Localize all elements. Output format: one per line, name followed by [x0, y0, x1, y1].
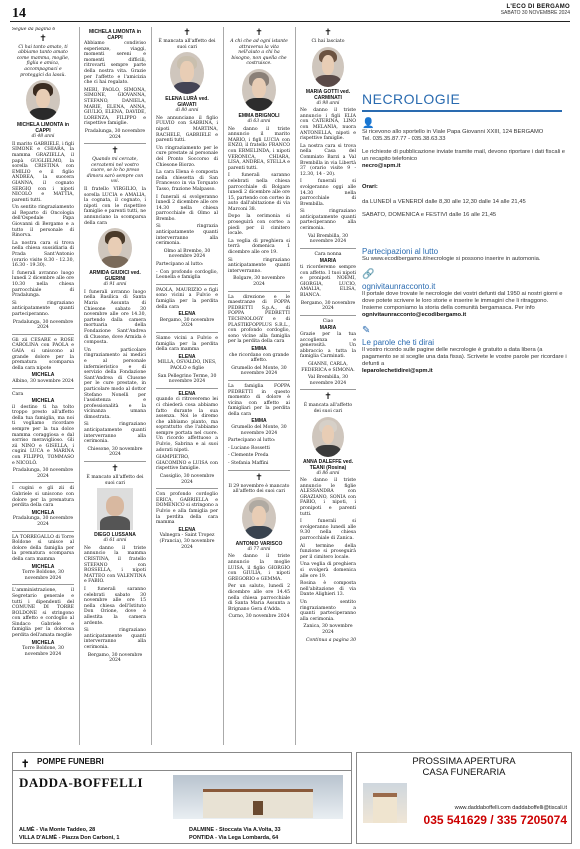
condolence-text: L'amministrazione, il Segretario generale e tutti i dipendenti del COMUNE DI TORRE BOLDONE si stringono con affetto e cordoglio al Sindaco Gabriele e famiglia per la dolorosa perdita dell'amata moglie	[12, 588, 74, 639]
office-address: Si ricevono allo sportello in Viale Papa Giovanni XXIII, 124 BERGAMO	[362, 129, 544, 135]
obituary-text: Il marito GABRIELE, i figli SIMONE e CHIARA, la mamma GRAZIELLA, il papà GUGLIELMO, la sorella CRISTINA con EMILIO e il figlio ANDREA, la suocera GIANNA, il cognato SERGIO con i nipoti NICOLÒ e MATTIA, parenti tutti.	[12, 141, 74, 203]
obituary-text: Ne danno il triste annuncio le figlie ALESSANDRA con GRAZIANO, SONIA con FABIO, i nipoti, i pronipoti e parenti tutti.	[300, 478, 356, 517]
condolence-signatures: MERI, PAOLO, SIMONA, SIMONE, GIOVANNA, STEFANO, DANIELA, MARIE, ELENA, ANNA, GIULIO, ELENA, DAVIDE, LORENZA, FILIPPO e rispettive famiglie.	[84, 87, 146, 127]
obituary-text: Il fratello VIRGILIO, la sorella LUCIA e AMALIA, la cognata, il cognato, i nipoti con le rispettive famiglie e parenti tutti, ne annunciano la scomparsa della cara	[84, 187, 146, 226]
divider	[228, 380, 290, 381]
header-rule	[10, 21, 570, 22]
place-date: Pradalunga, 30 novembre 2024	[12, 516, 74, 527]
condolence-name: MICHELA	[31, 398, 55, 405]
ad-subtitle: POMPE FUNEBRI	[37, 757, 104, 766]
portrait-photo	[242, 497, 276, 539]
obituary-text: La nostra cara si trova nella chiesa sussidiaria di Prada Sant'Antonio (orario visite 8.30 - 12.30, 16.30 - 19.30).	[12, 240, 74, 269]
condolence-text: La direzione e le maestranze di FOPPA PEDRETTI S.p.A., di FOPPA PEDRETTI TECHNOLOGY e di PLASTIKFOPPLUS S.R.L., con profondo cordoglio, sono vicine alla famiglia per la perdita della cara	[228, 294, 290, 345]
publication-name: L'ECO DI BERGAMO	[506, 4, 570, 10]
portrait-photo	[170, 52, 204, 94]
obituary-text: Una veglia di preghiera si svolgerà domenica alle ore 19.	[300, 562, 356, 579]
place-date: Bergamo, 30 novembre 2024	[159, 317, 215, 329]
obituary-text: Ne danno il triste annuncio il marito MARIO, i figli LUCIA con ENZO, il fratello FRANCO con ERMELINDA, i nipoti VERONICA, CHIARA, LISA, ANDREA, STELLA e parenti tutti.	[228, 126, 290, 171]
condolence-text: Cara nonna	[314, 251, 342, 257]
place-date: Pradalunga, 30 novembre 2024	[12, 468, 74, 479]
funeral-home-ad	[12, 752, 352, 844]
divider	[228, 470, 290, 471]
place-date: Grumello del Monte, 30 novembre 2024	[231, 365, 287, 377]
obituary-intro: È mancato all'affetto dei suoi cari	[86, 475, 144, 486]
condolence-name: MICHELA	[31, 639, 55, 646]
cross-icon: ✝	[324, 392, 332, 403]
cross-icon: ✝	[21, 759, 30, 770]
place-date: San Pellegrino Terme, 30 novembre 2024	[157, 373, 217, 385]
obituary-text: La veglia di preghiera si terrà domenica 1 dicembre alle ore 19.	[228, 238, 290, 256]
deceased-age: di 48 anni	[31, 134, 55, 140]
pen-icon: ✎	[362, 325, 371, 336]
condolence-name: MARIA	[319, 258, 337, 265]
divider	[84, 461, 146, 462]
column-separator	[151, 27, 152, 745]
condolence-signatures: GIAMPIETRO, GIACOMINO e LUISA con rispettive famiglie.	[156, 455, 218, 472]
obituary-text: I funerali si svolgeranno lunedì alle 9.30 nella chiesa parrocchiale di Zanica.	[300, 519, 356, 542]
person-icon: 👤	[362, 118, 375, 129]
ad-headline: PROSSIMA APERTURA	[412, 756, 516, 767]
divider	[156, 284, 218, 285]
condolence-text: Siamo vicini a Fulvio e famiglia per la perdita della cara mamma	[156, 335, 218, 353]
obituary-text: Si ringraziano anticipatamente quanti interverranno alla cerimonia.	[84, 628, 146, 650]
obituary-text: Si ringrazia anticipatamente quanti interverranno alla cerimonia.	[156, 224, 218, 247]
obituary-text: Dopo la cerimonia si proseguirà con corteo a piedi per il cimitero locale.	[228, 214, 290, 237]
place-date: Val Brembilla, 30 novembre 2024	[307, 375, 349, 386]
masthead	[501, 4, 570, 16]
ad-address: PONTIDA - Via Lega Lombarda, 64	[189, 835, 279, 841]
obituary-text: I funerali si svolgeranno oggi alle 14.30 nella parrocchiale di Brembilla.	[300, 179, 356, 207]
deceased-name: ANNA DALEFFE ved. TEANI (Rosina)	[302, 458, 354, 471]
deceased-age: di 86 anni	[316, 470, 340, 476]
condolence-text: Ciao	[322, 318, 334, 324]
obituary-text: Si ringraziano anticipatamente quanti interverranno alla cerimonia.	[84, 422, 146, 445]
obituary-intro: È mancata all'affetto dei suoi cari	[158, 39, 216, 50]
place-date: Olmo al Brembo, 30 novembre 2024	[163, 248, 211, 260]
deceased-name: ARMIDA GIUDICI ved. GUERINI	[89, 270, 141, 283]
condolence-text: PAOLA, MAURIZIO e figli sono vicini a Fulvio e famiglia per la perdita della cara	[156, 287, 218, 310]
hours-label: Orari:	[362, 184, 378, 190]
divider	[300, 248, 356, 249]
place-date: Chiesone, 30 novembre 2024	[87, 446, 143, 458]
obituary-text: Al termine della funzione si proseguirà per il cimitero locale.	[300, 543, 356, 560]
condolence-text: Grazie per la tua accoglienza e generosità. Un abbraccio a tutta la famiglia Carminati.	[300, 331, 356, 360]
ogni-title[interactable]: ognivitaunracconto.it	[362, 282, 436, 291]
participants-label: Partecipano al lutto:	[156, 262, 204, 268]
obituary-intro: Il 29 novembre è mancato all'affetto dei suoi cari	[228, 483, 290, 495]
cross-icon: ✝	[324, 28, 332, 38]
deceased-age: di 61 anni	[103, 538, 127, 544]
office-note: Le richieste di pubblicazione inviate tramite mail, devono riportare i dati fiscali e un recapito telefonico	[362, 149, 565, 162]
lutto-title: Partecipazioni al lutto	[362, 247, 439, 256]
necrologie-info-column	[362, 27, 570, 745]
ad-address: DALMINE - Stoccata Via A.Volta, 33	[189, 827, 281, 833]
condolence-name: ELENA	[178, 390, 196, 397]
participant: - Stefania Maffini	[228, 461, 269, 467]
ad-address: VILLA D'ALMÈ - Piazza Don Carboni, 1	[19, 835, 120, 841]
place-date: Bergamo, 30 novembre 2024	[300, 300, 356, 312]
necro-email[interactable]: necro@spm.it	[362, 163, 401, 169]
office-phone: Tel. 035.35.87.77 - 035.38.63.33	[362, 136, 446, 142]
title-underline	[362, 110, 562, 112]
place-date: Albino, 30 novembre 2024	[12, 378, 74, 384]
page-number: 14	[12, 6, 26, 21]
link-icon: 🔗	[362, 269, 375, 280]
divider	[12, 388, 74, 389]
obituary-text: Un sentito ringraziamento a quanti parteciperanno alla cerimonia.	[300, 599, 356, 622]
obituary-text: I funerali avranno luogo nella Basilica di Santa Maria Assunta di Chiesone sabato 30 novembre alle ore 14.30, partendo dalla camera mortuaria della Fondazione Sant'Andrea di Clusone, dove Armida è composta.	[84, 289, 146, 346]
condolence-signatures: MILLA, OSVALDO, INES, PAOLO e figlie	[157, 360, 217, 371]
condolence-name: MARIA	[319, 325, 337, 332]
condolence-name: ELENA	[178, 353, 196, 360]
obituary-text: Ne annunciano il figlio FULVIO con SABRINA, i nipoti MARTINA, RACHELE, GABRIELE e parenti tutti.	[156, 115, 218, 144]
obituary-text: Un sentito ringraziamento al Reparto di Oncologia dell'Ospedale Papa Giovanni di Bergamo e a tutto il personale di Rinorva.	[12, 205, 74, 239]
column-separator	[223, 27, 224, 745]
condolence-signatures: GIANNI, CARLA, FEDERICA e SIMONA.	[301, 361, 355, 373]
place-date: Bergamo, 30 novembre 2024	[87, 652, 143, 664]
column-separator	[79, 27, 80, 745]
column-3	[156, 27, 218, 745]
column-separator	[295, 27, 296, 745]
divider	[300, 389, 356, 390]
condolence-name: MICHELA	[31, 372, 55, 379]
obituary-text: I funerali saranno celebrati sabato 30 novembre alle ore 15 nella chiesa dell'Istituto Don Orione, dove è allestita la camera ardente.	[84, 586, 146, 626]
participant: - Luciano Rossetti	[228, 445, 270, 451]
condolence-text: I cugini e gli zii di Gabriele si uniscono con dolore per la prematura perdita della cara	[12, 486, 74, 509]
obituary-text: Ne danno il triste annuncio i figli ELIA con CATERINA, LINO con MELANIA, nuora ANTONELLA, nipoti e rispettive famiglie.	[300, 108, 356, 142]
deceased-age: di 63 anni	[247, 118, 271, 124]
continued-label: Continua a pagina 30	[306, 637, 356, 643]
divider	[84, 143, 146, 144]
portrait-photo	[242, 69, 276, 111]
publication-date: SABATO 30 NOVEMBRE 2024	[500, 10, 570, 16]
obituary-text: Rosina è composta nell'abitazione di via Dante Alighieri 13.	[300, 581, 356, 598]
column-4	[228, 27, 290, 745]
parole-email[interactable]: leparolechetidirei@spm.it	[362, 368, 433, 374]
deceased-name: EMMA BRIGNOLI	[238, 112, 280, 119]
condolence-text: il destino ti ha tolto troppo presto all'affetto della tua famiglia, ma noi ti vogliamo ricordare sempre per la tua dolce mamma coraggiosa e dal sorriso meraviglioso. Gli zii NINO e GISELLA, i cugini LUCA e MARINA con FILIPPO, TOMMASO e NICOLÒ.	[12, 404, 74, 466]
building-photo	[173, 775, 343, 819]
obituary-intro: È mancata all'affetto dei suoi cari	[303, 403, 353, 414]
obituary-text: Si ringraziano anticipatamente quanti interverranno.	[228, 257, 290, 274]
deceased-name: MICHELA LIMONTA in CAPPI	[88, 29, 142, 41]
obituary-text: Ne danno il triste annuncio la moglie LUISA, il figlio GIORGIO con GIULIA, i nipoti GREGORIO e GEMMA.	[228, 554, 290, 582]
obituary-text: I funerali saranno celebrati nella chiesa parrocchiale di Bolgare lunedì 2 dicembre alle ore 15, partendo con corteo in auto dall'abitazione di via Marconi 38.	[228, 173, 290, 212]
condolence-text: Gli zii CESARE e ROSE CAROLINA con PAOLA e GAIA si uniscono al grande dolore per la prematura scomparsa della cara nipote	[12, 337, 74, 371]
obituary-text: Un particolare ringraziamento ai medici e al personale infermieristico e di servizio della Fondazione Sant'Andrea di Clusone per le cure prestate, in particolare modo al dottor Stefano Nonelli per l'assistenza e professionalità e la vicinanza umana dimostrata.	[84, 347, 146, 420]
deceased-age: di 91 anni	[103, 282, 127, 288]
place-date: Zanica, 30 novembre 2024	[303, 624, 353, 635]
condolence-text: quando ci ritroveremo lei ci chiederà cosa abbiamo fatto durante la sua assenza. Noi le diremo che abbiamo pianto, ma soprattutto che l'abbiamo sempre portata nel cuore. Un ricordo affettuoso a Fulvio, Sabrina e ai suoi adorati nipoti.	[156, 397, 218, 453]
condolence-name: EMMA	[251, 345, 267, 352]
obituary-intro: Ci hai lasciato	[311, 39, 345, 44]
cross-icon: ✝	[39, 33, 47, 44]
ad-headline: CASA FUNERARIA	[422, 767, 506, 778]
participants-label: Partecipano al lutto:	[228, 438, 276, 444]
ad-phones[interactable]: 035 541629 / 335 7205074	[423, 813, 567, 827]
deceased-name: MARIA GOTTI ved. CARMINATI	[305, 88, 351, 101]
portrait-photo	[312, 47, 344, 87]
divider	[300, 315, 356, 316]
participant: - Clemente Preda	[228, 453, 269, 459]
portrait-photo	[97, 488, 133, 530]
obituary-text: La cara Elena è composta nella chiesetta di San Francesco in via Torquato Tasso, frazione Malpasso.	[156, 170, 218, 192]
deceased-name: MICHELA LIMONTA in CAPPI	[16, 122, 70, 135]
deceased-age: di 80 anni	[175, 108, 199, 114]
lutto-text: Su www.ecodibergamo.it/necrologie si possono inserire in automonia.	[362, 256, 541, 262]
obituary-text: Per un saluto, lunedì 2 dicembre alle ore 14.45 nella chiesa parrocchiale di Santa Maria Assunta a Brignano Gera d'Adda.	[228, 584, 290, 612]
divider	[12, 334, 74, 335]
cross-icon: ✝	[255, 472, 263, 483]
obituary-text: Si ringraziano anticipatamente quanti parteciperanno alla cerimonia.	[300, 209, 356, 232]
obituary-text: Un ringraziamento per le cure prestate al personale del Pronto Soccorso di Chiesone Biorzo.	[156, 145, 218, 168]
condolence-name: ELENA	[178, 311, 196, 318]
obituary-text: Si ringraziano anticipatamente quanti parteciperanno.	[12, 300, 74, 317]
obituary-text: I funerali avranno luogo lunedì 2 dicembre alle ore 10.30 nella chiesa parrocchiale di Pradalunga.	[12, 270, 74, 299]
place-date: Bolgare, 30 novembre 2024	[233, 276, 285, 287]
divider	[12, 531, 74, 532]
cross-icon: ✝	[255, 28, 263, 38]
place-date: Pradalunga, 30 novembre 2024	[84, 128, 146, 140]
deceased-name: ANTONIO VARISCO	[235, 540, 283, 547]
ogni-text: Il portale dove trovate le necrologie dei vostri defunti dal 1950 ai nostri giorni e dove potete scrivere le loro storie e inserire le immagini che li ritraggono. Insieme componiamo la storia della comunità bergamasca. Per info	[362, 291, 563, 311]
condolence-name: MICHELA	[31, 563, 55, 570]
condolence-name: ELENA	[178, 526, 196, 533]
portrait-photo	[312, 417, 344, 457]
place-date: Valnegra - Saint Tropez (Francia), 30 novembre 2024	[159, 533, 215, 550]
condolence-text: Abbiamo condiviso esperienze, viaggi, momenti sereni e momenti difficili, ritrovarti sempre parte della nostra vita. Grazie per l'affetto e l'amicizia che ci hai regalato.	[84, 41, 146, 86]
verse: Ci hai tanto amato, ti abbiamo tanto amato come mamma, moglie, figlia e amica, accompagnaci e proteggici da lassù.	[16, 44, 70, 78]
column-5	[300, 27, 356, 745]
divider	[156, 488, 218, 489]
place-date: Cassiglio, 30 novembre 2024	[159, 474, 215, 485]
deceased-name: DIEGO LUSSANA	[94, 532, 136, 539]
condolence-text: ti ricorderemo sempre con affetto. I tuoi nipoti e pronipoti NOEMI, GIORGIA, LUCIO, AMALIA, ELISA, BIANCA.	[300, 265, 356, 298]
house-shape	[373, 793, 397, 823]
column-1	[12, 27, 74, 745]
portrait-photo	[98, 228, 132, 268]
necrologie-title: NECROLOGIE	[362, 91, 461, 107]
divider	[12, 482, 74, 483]
cross-icon: ✝	[111, 464, 119, 475]
condolence-text: La famiglia FOPPA PEDRETTI in questo momento di dolore è vicina con affetto ai famigliari per la perdita della cara	[228, 383, 290, 417]
participant: - Con profondo cordoglio, Leonella e famiglia	[156, 269, 218, 281]
divider	[12, 584, 74, 585]
hours-weekend: SABATO, DOMENICA e FESTIVI dalle 16 alle 21,45	[362, 212, 497, 218]
condolence-text: che ricordano con grande affetto.	[228, 352, 290, 364]
place-date: Pradalunga, 30 novembre 2024	[12, 319, 74, 331]
verse: Quando mi cercate, cercatemi nel vostro cuore, se lo ho preso dimora sarò sempre con voi.	[86, 157, 144, 185]
column-2	[84, 27, 146, 745]
divider	[228, 291, 290, 292]
ad-header	[13, 753, 351, 771]
deceased-name: ELENA LURÀ ved. GIAVATI	[165, 96, 209, 109]
cross-icon: ✝	[183, 28, 191, 38]
cross-icon: ✝	[111, 146, 119, 157]
building-door	[253, 801, 263, 815]
place-date: Curno, 30 novembre 2024	[228, 614, 290, 620]
obituary-text: I funerali si svolgeranno lunedì 2 dicembre alle ore 14.30 nella chiesa parrocchiale di Olmo al Brembo.	[156, 194, 218, 222]
condolence-text: Con profondo cordoglio ERICA, GABRIELLA e DOMENICO si stringono a Fulvio e alla famiglia per la perdita della cara mamma	[156, 492, 218, 526]
verse: A chi che ad ogni istante attraversa la vita nell'aiuto a chi ha bisogno, non quella che costruisce.	[230, 39, 288, 67]
place-date: Torre Boldone, 30 novembre 2024	[22, 570, 64, 581]
condolence-name: MICHELA	[31, 509, 55, 516]
deceased-age: di 77 anni	[247, 546, 271, 552]
hours-weekdays: da LUNEDÌ a VENERDÌ dalle 8,30 alle 12,30 dalle 14 alle 21,45	[362, 199, 526, 205]
parole-title: Le parole che ti dirai	[362, 338, 435, 347]
condolence-text: Cara	[12, 391, 24, 397]
obituary-text: Ne danno il triste annuncio la mamma CRISTINA, il fratello STEFANO con ROSSELLA, i nipoti MATTEO con VALENTINA e FABIO.	[84, 545, 146, 585]
ad-email[interactable]: www.daddaboffelli.com daddaboffelli@tiscali.it	[454, 805, 567, 811]
ogni-email[interactable]: ognivitaunracconto@ecodibergamo.it	[362, 312, 467, 318]
divider	[156, 388, 218, 389]
house-photo	[363, 783, 407, 823]
deceased-age: di 98 anni	[316, 100, 340, 106]
parole-text: Il vostro ricordo sulle pagine delle necrologie è gratuito a data libera (a pagamento se si sceglie una data fissa). Scrivete le vostre parole per ricordare i defunti a	[362, 347, 567, 367]
place-date: Torre Boldone, 30 novembre 2024	[22, 646, 64, 657]
place-date: Val Brembilla, 30 novembre 2024	[307, 233, 349, 245]
continued-label: Segue da pagina 6	[12, 27, 56, 32]
funeral-house-ad	[356, 752, 572, 844]
obituary-text: La nostra cara si trova nella Casa del Commiato Barzi a Val Brembilla in via Libertà 37 (orario visite 9 - 12.30, 14 - 20).	[300, 143, 356, 177]
portrait-photo	[26, 80, 60, 120]
condolence-text: LA TORREGALLO di Torre Boldone si unisce al dolore della famiglia per la prematura scomparsa della cara mamma	[12, 534, 74, 562]
divider	[156, 332, 218, 333]
ad-address: ALMÈ - Via Monte Taddeo, 28	[19, 827, 96, 833]
condolence-name: EMMA	[251, 418, 267, 425]
place-date: Grumello del Monte, 30 novembre 2024	[231, 425, 287, 436]
ad-brand: DADDA-BOFFELLI	[19, 775, 144, 790]
